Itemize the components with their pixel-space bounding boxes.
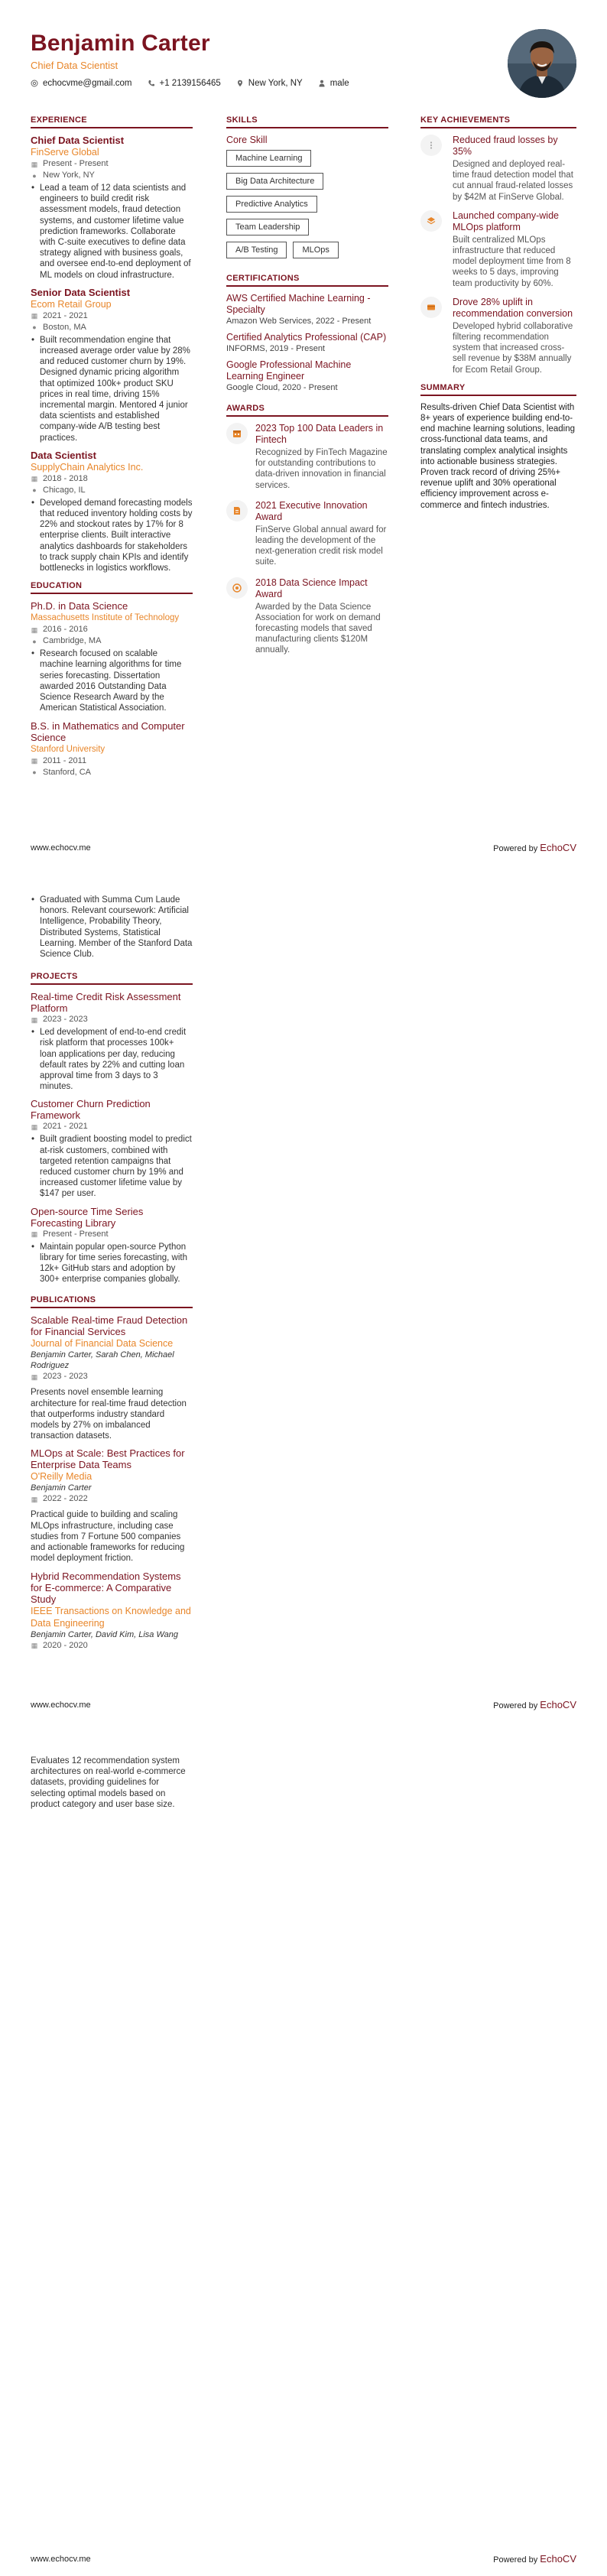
achievement-icon-badge (420, 210, 442, 232)
experience-entry (31, 135, 193, 281)
certification-item (226, 293, 388, 326)
skills-group-label: Core Skill (226, 135, 268, 145)
award-title: 2018 Data Science Impact Award (255, 577, 368, 599)
bullet-item: • Developed demand forecasting models that reduced inventory holding costs by 22% and stockout rates by 17% for 8 enterprise clients. Built interactive analytics dashboards for stakeholders to track supply chain KPIs and identify bottlenecks in logistics workflows. (31, 498, 193, 573)
achievement-body (453, 135, 576, 203)
project-title: Open-source Time Series Forecasting Library (31, 1205, 144, 1229)
dates-text: 2021 - 2021 (43, 1122, 88, 1132)
card-icon (427, 303, 436, 312)
award-icon-badge (226, 500, 248, 521)
footer-powered (493, 1699, 576, 1710)
project-dates (31, 1014, 193, 1025)
skills-list (226, 150, 388, 258)
avatar (508, 29, 576, 98)
resume-page-2 (0, 861, 607, 1722)
certification-title: Certified Analytics Professional (CAP) (226, 332, 387, 343)
education-degree: B.S. in Mathematics and Computer Science (31, 720, 185, 743)
contact-row (31, 79, 576, 88)
bullet-item: • Maintain popular open-source Python library for time series forecasting, with 12k+ GitHub stars and adoption by 300+ enterprise companies globally. (31, 1242, 193, 1285)
achievement-desc: Designed and deployed real-time fraud detection model that cut annual fraud-related losses by $42M at FinServe Global. (453, 160, 573, 202)
publication-title: MLOps at Scale: Best Practices for Enterprise Data Teams (31, 1447, 185, 1471)
candidate-name: Benjamin Carter (31, 31, 210, 56)
awards-heading: AWARDS (226, 404, 388, 417)
email-text: echocvme@gmail.com (43, 79, 132, 88)
dates-text: 2016 - 2016 (43, 625, 88, 635)
bullet-item: • Lead a team of 12 data scientists and engineers to build credit risk assessment models, fraud detection systems, and customer lifetime value prediction frameworks. Collaborate with C-suite executives to define data strategy aligned with business goals, and oversee end-to-end deployment of ML models on cloud infrastructure. (31, 183, 193, 281)
publication-entry (31, 1571, 193, 1652)
calendar-icon: ▦ (31, 1642, 38, 1649)
page-footer (31, 2553, 576, 2565)
education-bullets (31, 648, 193, 713)
achievement-item (420, 135, 576, 203)
location-text: New York, NY (43, 171, 95, 180)
projects-heading: PROJECTS (31, 972, 193, 985)
calendar-icon: ▦ (31, 625, 38, 634)
achievement-icon-badge (420, 297, 442, 318)
achievements-heading: KEY ACHIEVEMENTS (420, 115, 576, 128)
publication-venue: Journal of Financial Data Science (31, 1338, 174, 1350)
resume-page-3 (0, 1722, 607, 2576)
publication-venue: O'Reilly Media (31, 1471, 93, 1483)
award-desc: Recognized by FinTech Magazine for outstanding contributions to data-driven innovation in financial services. (255, 448, 388, 490)
project-entry (31, 1098, 193, 1199)
achievement-title: Drove 28% uplift in recommendation conversion (453, 296, 573, 319)
calendar-icon: ▦ (31, 1495, 38, 1503)
experience-company: SupplyChain Analytics Inc. (31, 461, 144, 473)
experience-bullets (31, 335, 193, 443)
project-bullets (31, 1134, 193, 1199)
location-text: Stanford, CA (43, 767, 91, 777)
location-pin-icon: ● (32, 768, 37, 776)
powered-by-text: Powered by (493, 844, 538, 853)
project-title: Real-time Credit Risk Assessment Platform (31, 991, 181, 1015)
experience-entry (31, 450, 193, 573)
at-icon (31, 80, 38, 87)
dates-text: 2011 - 2011 (43, 755, 87, 765)
education-location (31, 767, 193, 778)
document-icon (232, 506, 242, 515)
experience-company: Ecom Retail Group (31, 298, 112, 310)
publication-entry (31, 1447, 193, 1564)
dates-text: 2023 - 2023 (43, 1015, 88, 1025)
page-footer (31, 842, 576, 853)
footer-powered (493, 2553, 576, 2565)
award-desc: FinServe Global annual award for leading the development of the next-generation credit risk model suite. (255, 525, 387, 567)
calendar-icon: ▦ (31, 475, 38, 483)
project-bullets (31, 1242, 193, 1285)
location-pin-icon: ● (32, 486, 37, 495)
right-column (420, 115, 576, 511)
education-bullets (31, 895, 193, 960)
location-pin-icon: ● (32, 637, 37, 645)
brand-logo-text: EchoCV (540, 1699, 576, 1710)
skills-row (226, 242, 339, 258)
location-text: Boston, MA (43, 322, 86, 332)
experience-role: Data Scientist (31, 449, 96, 461)
award-title: 2023 Top 100 Data Leaders in Fintech (255, 423, 384, 445)
calendar-icon: ▦ (31, 160, 38, 168)
achievement-desc: Built centralized MLOps infrastructure that reduced model deployment time from 8 weeks to 5 days, improving team productivity by 60%. (453, 235, 571, 288)
publication-dates (31, 1493, 193, 1505)
project-entry (31, 1206, 193, 1285)
skill-tag: Team Leadership (226, 219, 309, 236)
dates-text: 2018 - 2018 (43, 473, 88, 483)
skill-tag: MLOps (293, 242, 338, 258)
education-entry (31, 720, 193, 778)
phone-icon (148, 80, 155, 87)
publication-desc: Practical guide to building and scaling MLOps infrastructure, including case studies from 7 Fortune 500 companies and actionable frameworks for reducing model deployment friction. (31, 1510, 185, 1564)
experience-dates (31, 158, 193, 170)
publication-dates (31, 1640, 193, 1652)
project-dates (31, 1121, 193, 1132)
publication-authors: Benjamin Carter, Sarah Chen, Michael Rodriguez (31, 1350, 174, 1371)
dates-text: 2020 - 2020 (43, 1640, 88, 1650)
footer-powered (493, 842, 576, 853)
dates-text: Present - Present (43, 159, 109, 168)
education-degree: Ph.D. in Data Science (31, 600, 128, 612)
experience-location (31, 170, 193, 181)
calendar-icon: ▦ (31, 1230, 38, 1239)
resume-page-1 (0, 0, 607, 861)
calendar-icon: ▦ (31, 312, 38, 320)
experience-bullets (31, 498, 193, 573)
bullet-item: • Built recommendation engine that increased average order value by 28% and reduced customer churn by 19%. Designed dynamic pricing algorithm that optimized 100k+ product SKU prices in real time, driving 15% incremental margin. Mentored 4 junior data scientists and established company-wide A/B testing best practices. (31, 335, 193, 443)
certification-title: Google Professional Machine Learning Engineer (226, 359, 352, 382)
experience-bullets (31, 183, 193, 281)
award-desc: Awarded by the Data Science Association for work on demand forecasting models that saved manufacturing clients $120M annually. (255, 602, 381, 655)
project-dates (31, 1229, 193, 1240)
bullet-item: • Research focused on scalable machine learning algorithms for time series forecasting. Dissertation awarded 2016 Outstanding Data Science Research Award by the American Statistical Association. (31, 648, 193, 713)
education-dates (31, 624, 193, 635)
dates-text: Present - Present (43, 1229, 109, 1239)
award-title: 2021 Executive Innovation Award (255, 499, 368, 522)
certification-title: AWS Certified Machine Learning - Specialty (226, 293, 371, 315)
location-pin-icon: ● (32, 171, 37, 180)
experience-entry (31, 287, 193, 443)
publication-entry (31, 1314, 193, 1441)
candidate-title: Chief Data Scientist (31, 60, 118, 71)
achievement-body (453, 210, 576, 289)
achievement-body (453, 297, 576, 375)
gender-text: male (329, 79, 349, 88)
certification-item (226, 359, 388, 393)
middle-column (226, 115, 388, 665)
bullet-item: • Led development of end-to-end credit risk platform that processes 100k+ loan applications per day, reducing default rates by 22% and cutting loan approval time from 3 days to 3 minutes. (31, 1027, 193, 1092)
footer-site-link[interactable]: www.echocv.me (31, 843, 91, 853)
powered-by-text: Powered by (493, 2555, 538, 2565)
project-title: Customer Churn Prediction Framework (31, 1098, 151, 1122)
education-dates (31, 755, 193, 767)
calendar-icon: ▦ (31, 1122, 38, 1131)
stack-icon (427, 216, 436, 226)
phone-text: +1 2139156465 (159, 79, 221, 88)
education-school: Stanford University (31, 744, 105, 754)
left-column-continued (31, 1756, 193, 1810)
experience-role: Chief Data Scientist (31, 135, 125, 146)
contact-location (236, 79, 303, 88)
achievement-title: Reduced fraud losses by 35% (453, 135, 558, 157)
resume-header (31, 31, 576, 107)
brand-logo-text: EchoCV (540, 2553, 576, 2565)
contact-phone[interactable] (148, 79, 221, 88)
contact-gender (318, 79, 349, 88)
publication-desc: Evaluates 12 recommendation system architectures on real-world e-commerce datasets, providing guidelines for selecting optimal models based on product category and user base size. (31, 1756, 186, 1809)
page-footer (31, 1699, 576, 1710)
footer-site-link[interactable]: www.echocv.me (31, 2554, 91, 2564)
award-body (255, 423, 388, 491)
award-item (226, 423, 388, 491)
avatar-portrait (508, 29, 576, 98)
footer-site-link[interactable]: www.echocv.me (31, 1700, 91, 1710)
location-text: Cambridge, MA (43, 636, 102, 646)
achievement-item (420, 297, 576, 375)
skill-tag: A/B Testing (226, 242, 287, 258)
summary-heading: SUMMARY (420, 383, 576, 396)
person-icon (318, 80, 326, 87)
location-text: New York, NY (248, 79, 303, 88)
publication-authors: Benjamin Carter, David Kim, Lisa Wang (31, 1629, 178, 1639)
achievement-desc: Developed hybrid collaborative filtering recommendation system that increased cross-sell revenue by $38M annually for Ecom Retail Group. (453, 321, 573, 375)
achievement-title: Launched company-wide MLOps platform (453, 210, 559, 232)
location-pin-icon (236, 80, 244, 87)
calendar-icon: ▦ (31, 1372, 38, 1381)
experience-dates (31, 473, 193, 485)
publication-dates (31, 1371, 193, 1382)
left-column (31, 115, 193, 784)
location-text: Chicago, IL (43, 485, 86, 495)
experience-role: Senior Data Scientist (31, 286, 131, 298)
certification-meta: Amazon Web Services, 2022 - Present (226, 317, 372, 326)
project-bullets (31, 1027, 193, 1092)
dates-text: 2022 - 2022 (43, 1494, 88, 1504)
publications-heading: PUBLICATIONS (31, 1295, 193, 1308)
certification-item (226, 332, 388, 354)
left-column-continued (31, 893, 193, 1658)
award-item (226, 500, 388, 568)
certification-meta: INFORMS, 2019 - Present (226, 344, 325, 353)
bullet-item: • Graduated with Summa Cum Laude honors. Relevant coursework: Artificial Intelligence, Probability Theory, Distributed Systems, Statistical Learning. Member of the Stanford Data Science Club. (31, 895, 193, 960)
award-icon-badge (226, 423, 248, 444)
target-icon (232, 583, 242, 593)
bullet-item: • Built gradient boosting model to predict at-risk customers, combined with targeted retention campaigns that reduced customer churn by 19% and increased customer lifetime value by $147 per user. (31, 1134, 193, 1199)
brand-logo-text: EchoCV (540, 842, 576, 853)
experience-location (31, 322, 193, 333)
skills-heading: SKILLS (226, 115, 388, 128)
publication-venue: IEEE Transactions on Knowledge and Data Engineering (31, 1605, 191, 1629)
publication-title: Hybrid Recommendation Systems for E-commerce: A Comparative Study (31, 1570, 181, 1605)
publication-title: Scalable Real-time Fraud Detection for Financial Services (31, 1314, 188, 1338)
publication-desc: Presents novel ensemble learning architecture for real-time fraud detection that outperforms industry standard models by 27% on imbalanced transaction datasets. (31, 1388, 187, 1441)
experience-dates (31, 310, 193, 322)
project-entry (31, 991, 193, 1092)
location-pin-icon: ● (32, 323, 37, 332)
achievement-icon-badge (420, 135, 442, 156)
skill-tag: Predictive Analytics (226, 196, 317, 213)
publication-authors: Benjamin Carter (31, 1483, 92, 1493)
contact-email[interactable] (31, 79, 132, 88)
award-icon-badge (226, 577, 248, 599)
dates-text: 2023 - 2023 (43, 1372, 88, 1382)
skill-tag: Machine Learning (226, 150, 311, 167)
experience-company: FinServe Global (31, 147, 99, 158)
education-school: Massachusetts Institute of Technology (31, 613, 180, 623)
experience-heading: EXPERIENCE (31, 115, 193, 128)
powered-by-text: Powered by (493, 1701, 538, 1710)
education-entry (31, 600, 193, 713)
award-item (226, 577, 388, 656)
calendar-icon: ▦ (31, 1015, 38, 1024)
certification-meta: Google Cloud, 2020 - Present (226, 383, 338, 392)
award-body (255, 500, 388, 568)
calendar-icon (232, 429, 242, 438)
achievement-item (420, 210, 576, 289)
skill-tag: Big Data Architecture (226, 173, 323, 190)
certifications-heading: CERTIFICATIONS (226, 274, 388, 287)
experience-location (31, 485, 193, 496)
dates-text: 2021 - 2021 (43, 310, 88, 320)
education-heading: EDUCATION (31, 581, 193, 594)
award-body (255, 577, 388, 656)
education-location (31, 635, 193, 647)
dots-icon (427, 141, 436, 150)
summary-text: Results-driven Chief Data Scientist with 8+ years of experience building end-to-end machine learning solutions, leading cross-functional data teams, and translating complex analytical insights into actionable business strategies. Proven track record of driving 25%+ revenue uplift and 30% operational efficiency improvement across e-commerce and fintech industries. (420, 402, 576, 510)
calendar-icon: ▦ (31, 757, 38, 765)
